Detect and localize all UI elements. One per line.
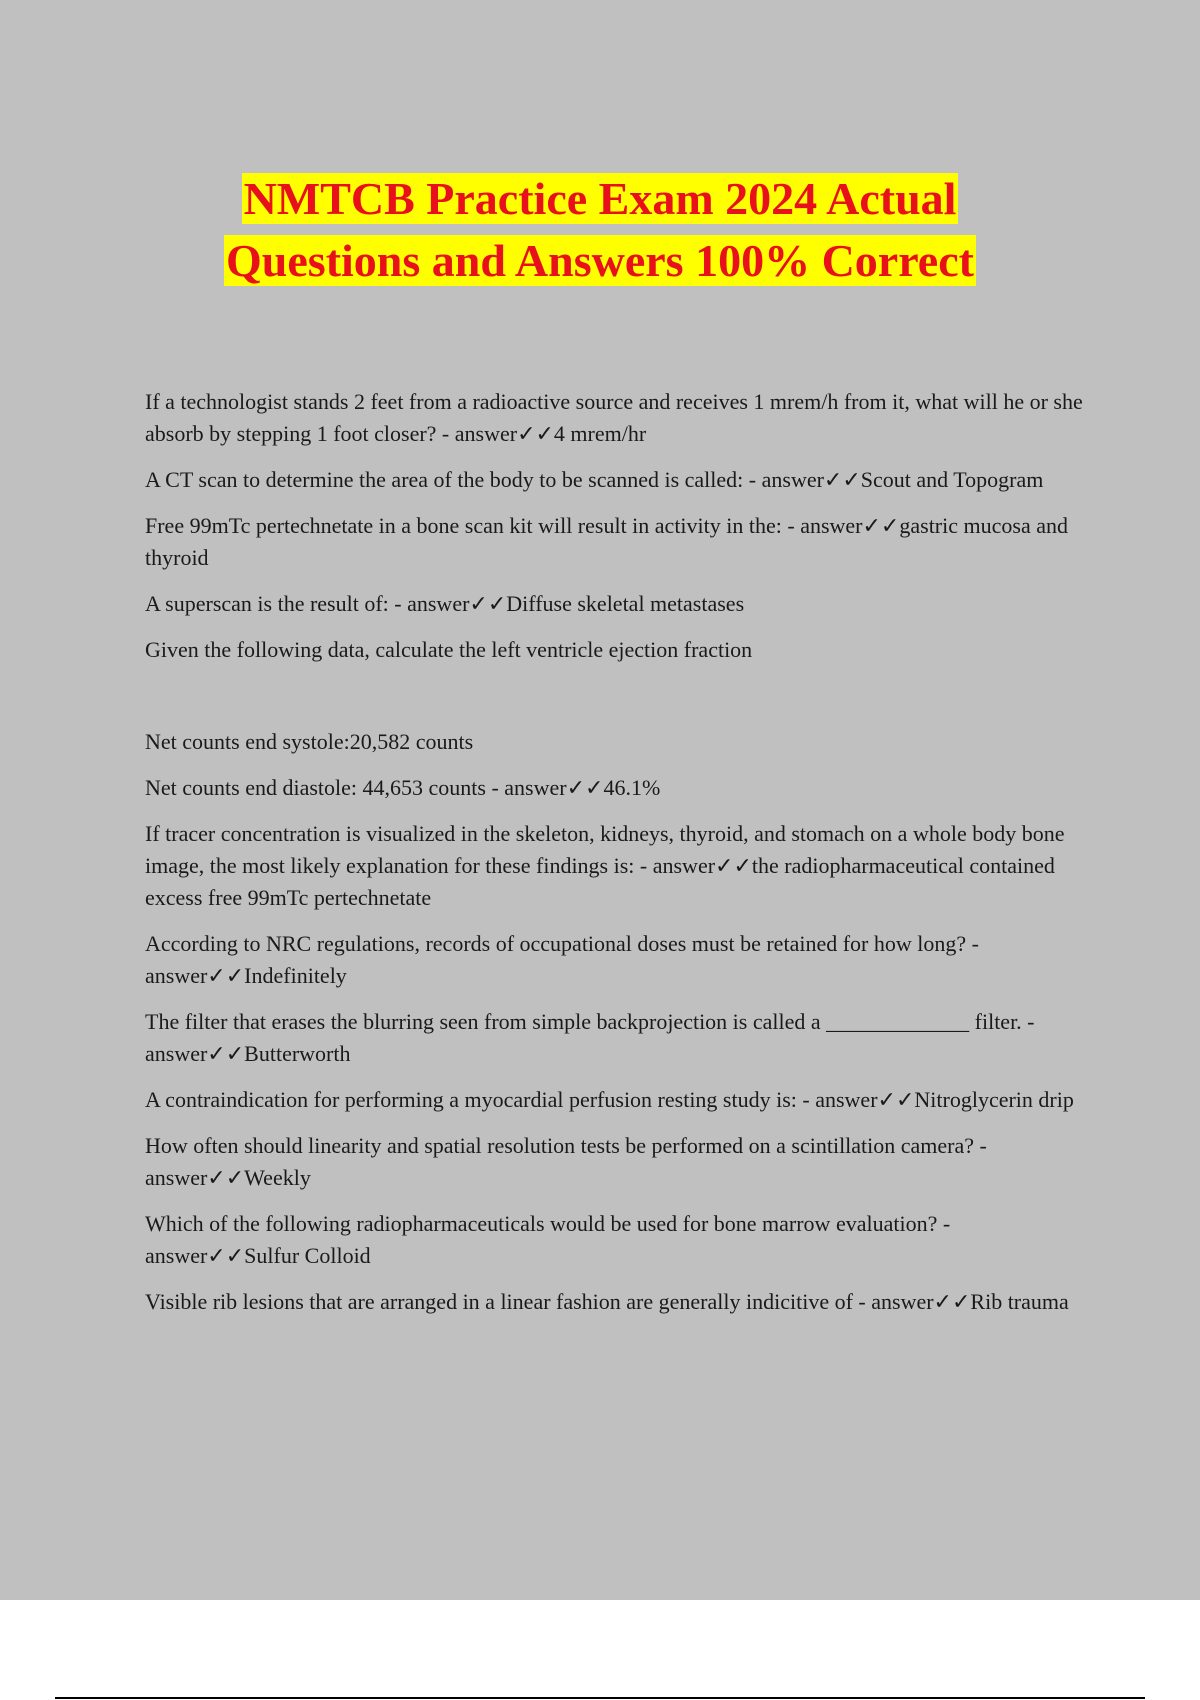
title-line-2: Questions and Answers 100% Correct: [226, 235, 974, 286]
qa-paragraph: How often should linearity and spatial resolution tests be performed on a scintillation camera? - answer✓✓Weekly: [145, 1133, 987, 1190]
qa-paragraph: A superscan is the result of: - answer✓✓Diffuse skeletal metastases: [145, 591, 745, 616]
qa-paragraph: A contraindication for performing a myocardial perfusion resting study is: - answer✓✓Nitroglycerin drip: [145, 1087, 1074, 1112]
qa-paragraph: A CT scan to determine the area of the body to be scanned is called: - answer✓✓Scout and Topogram: [145, 467, 1044, 492]
document-title: [0, 168, 1200, 292]
qa-paragraph: The filter that erases the blurring seen from simple backprojection is called a _____________ filter. - answer✓✓Butterworth: [145, 1009, 1035, 1066]
qa-paragraph: According to NRC regulations, records of occupational doses must be retained for how long? - answer✓✓Indefinitely: [145, 931, 979, 988]
qa-paragraph: If tracer concentration is visualized in the skeleton, kidneys, thyroid, and stomach on a whole body bone image, the most likely explanation for these findings is: - answer✓✓the radiopharmaceutical contained excess free 99mTc pertechnetate: [145, 821, 1065, 910]
title-line-1: NMTCB Practice Exam 2024 Actual: [243, 173, 957, 224]
document-body: [145, 386, 1095, 1332]
qa-paragraph: Visible rib lesions that are arranged in a linear fashion are generally indicitive of - answer✓✓Rib trauma: [145, 1289, 1069, 1314]
qa-paragraph: Given the following data, calculate the left ventricle ejection fraction: [145, 637, 753, 662]
qa-paragraph: If a technologist stands 2 feet from a radioactive source and receives 1 mrem/h from it, what will he or she absorb by stepping 1 foot closer? - answer✓✓4 mrem/hr: [145, 389, 1083, 446]
qa-paragraph: Net counts end diastole: 44,653 counts - answer✓✓46.1%: [145, 775, 661, 800]
qa-paragraph: Net counts end systole:20,582 counts: [145, 729, 474, 754]
footer-rule: [55, 1697, 1145, 1699]
qa-paragraph: Free 99mTc pertechnetate in a bone scan kit will result in activity in the: - answer✓✓gastric mucosa and thyroid: [145, 513, 1068, 570]
qa-paragraph: Which of the following radiopharmaceuticals would be used for bone marrow evaluation? - answer✓✓Sulfur Colloid: [145, 1211, 951, 1268]
